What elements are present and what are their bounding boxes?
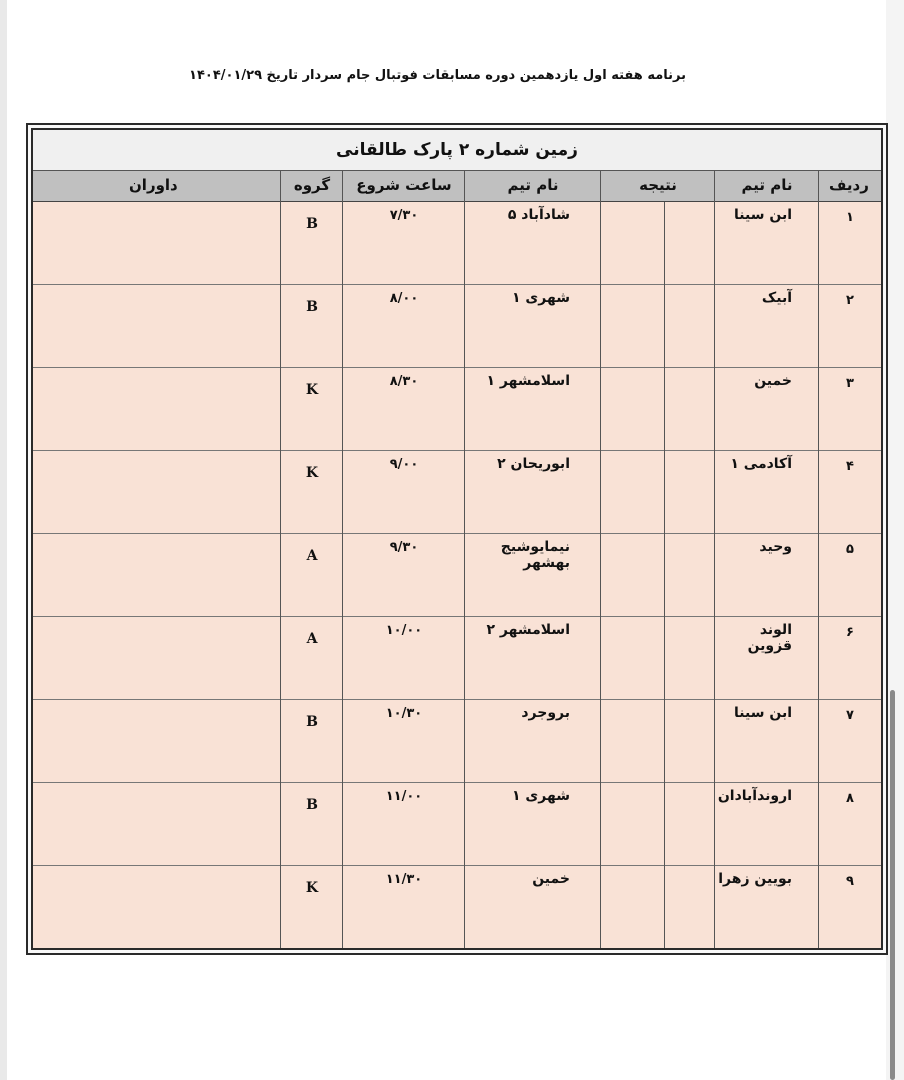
column-divider <box>280 171 281 948</box>
field-title: زمین شماره ۲ پارک طالقانی <box>33 130 881 171</box>
header-team-name-1: نام تیم <box>741 176 793 194</box>
table-header <box>33 171 881 202</box>
start-time-cell: ۸/۳۰ <box>389 374 419 389</box>
table-row <box>33 534 881 617</box>
group-cell: B <box>306 216 318 232</box>
result-cell <box>601 700 715 782</box>
column-divider <box>600 171 601 948</box>
table-row <box>33 368 881 451</box>
start-time-cell: ۱۰/۰۰ <box>385 623 423 638</box>
viewer-scrollbar-thumb[interactable] <box>890 690 895 1080</box>
team-name-2-cell: شادآباد ۵ <box>507 207 570 223</box>
row-number-cell: ۵ <box>846 542 854 557</box>
team-name-1-cell: اروندآبادان <box>717 788 792 804</box>
table-body <box>33 202 881 948</box>
table-row <box>33 617 881 700</box>
team-name-1-cell: ابن سینا <box>734 705 792 721</box>
header-start-time: ساعت شروع <box>356 176 452 194</box>
start-time-cell: ۸/۰۰ <box>389 291 419 306</box>
referees-cell <box>33 866 281 949</box>
team-name-1-cell: آبیک <box>761 290 792 306</box>
referees-cell <box>33 285 281 367</box>
team-name-1-cell: الوند قزوین <box>747 622 792 654</box>
start-time-cell: ۱۱/۰۰ <box>385 789 423 804</box>
team-name-1-cell: وحید <box>759 539 792 555</box>
team-name-2-cell: نیمایوشیج بهشهر <box>500 539 570 571</box>
group-cell: A <box>306 631 318 647</box>
referees-cell <box>33 534 281 616</box>
table-row <box>33 285 881 368</box>
result-cell <box>601 783 715 865</box>
referees-cell <box>33 202 281 284</box>
team-name-1-cell: ابن سینا <box>734 207 792 223</box>
header-result: نتیجه <box>639 176 677 194</box>
header-row-number: ردیف <box>829 176 869 194</box>
start-time-cell: ۱۰/۳۰ <box>385 706 423 721</box>
row-number-cell: ۸ <box>846 791 854 806</box>
team-name-2-cell: بروجرد <box>521 705 570 721</box>
result-cell <box>601 534 715 616</box>
column-divider <box>818 171 819 948</box>
result-cell <box>601 202 715 284</box>
document-heading: برنامه هفته اول یازدهمین دوره مسابقات فوتبال جام سردار تاریخ ۱۴۰۴/۰۱/۲۹ <box>189 68 686 83</box>
group-cell: B <box>306 299 318 315</box>
result-split-divider <box>664 202 665 948</box>
column-divider <box>714 171 715 948</box>
result-cell <box>601 285 715 367</box>
group-cell: K <box>305 880 319 896</box>
row-number-cell: ۹ <box>846 874 854 889</box>
group-cell: B <box>306 797 318 813</box>
team-name-1-cell: بویین زهرا <box>718 871 792 887</box>
start-time-cell: ۷/۳۰ <box>389 208 419 223</box>
row-number-cell: ۱ <box>846 210 854 225</box>
group-cell: K <box>305 382 319 398</box>
table-row <box>33 783 881 866</box>
header-referees: داوران <box>129 176 178 194</box>
table-row <box>33 202 881 285</box>
team-name-1-cell: خمین <box>754 373 792 389</box>
group-cell: A <box>306 548 318 564</box>
column-divider <box>464 171 465 948</box>
team-name-2-cell: شهری ۱ <box>512 788 570 804</box>
referees-cell <box>33 368 281 450</box>
column-divider <box>342 171 343 948</box>
table-row <box>33 700 881 783</box>
header-group: گروه <box>293 176 331 194</box>
table-row <box>33 451 881 534</box>
start-time-cell: ۹/۰۰ <box>389 457 419 472</box>
start-time-cell: ۱۱/۳۰ <box>385 872 423 887</box>
group-cell: K <box>305 465 319 481</box>
header-team-name-2: نام تیم <box>507 176 559 194</box>
row-number-cell: ۷ <box>846 708 854 723</box>
team-name-2-cell: ابوریحان ۲ <box>497 456 570 472</box>
row-number-cell: ۲ <box>846 293 854 308</box>
result-cell <box>601 617 715 699</box>
schedule-table <box>26 123 888 955</box>
result-cell <box>601 451 715 533</box>
schedule-grid <box>31 128 883 950</box>
viewer-scrollbar-track[interactable] <box>886 0 904 1080</box>
row-number-cell: ۴ <box>846 459 854 474</box>
team-name-1-cell: آکادمی ۱ <box>730 456 792 472</box>
result-cell <box>601 866 715 949</box>
referees-cell <box>33 783 281 865</box>
row-number-cell: ۳ <box>846 376 854 391</box>
row-number-cell: ۶ <box>846 625 854 640</box>
team-name-2-cell: خمین <box>532 871 570 887</box>
table-row <box>33 866 881 949</box>
group-cell: B <box>306 714 318 730</box>
team-name-2-cell: اسلامشهر ۲ <box>486 622 570 638</box>
team-name-2-cell: اسلامشهر ۱ <box>486 373 570 389</box>
result-cell <box>601 368 715 450</box>
page-left-edge <box>0 0 7 1080</box>
start-time-cell: ۹/۳۰ <box>389 540 419 555</box>
team-name-2-cell: شهری ۱ <box>512 290 570 306</box>
referees-cell <box>33 617 281 699</box>
referees-cell <box>33 700 281 782</box>
referees-cell <box>33 451 281 533</box>
